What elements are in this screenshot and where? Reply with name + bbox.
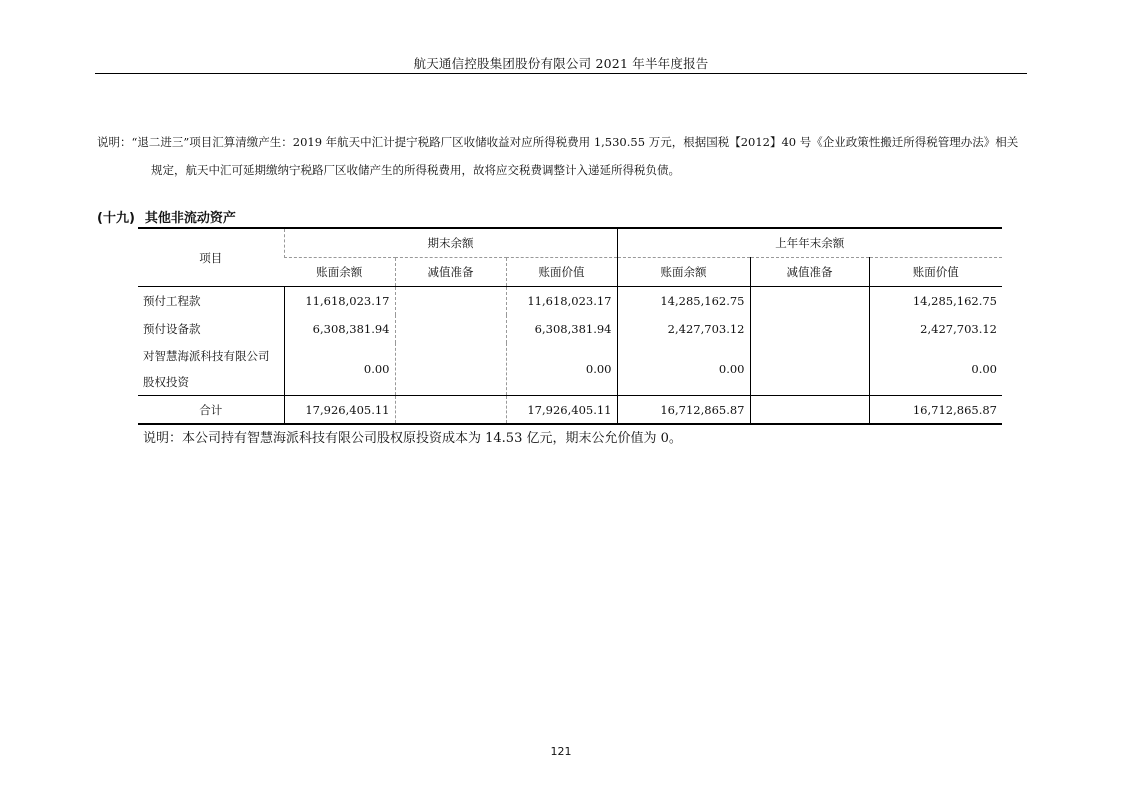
header-group-prior: 上年年末余额	[617, 228, 1002, 258]
table-row	[138, 287, 1002, 316]
page-number: 121	[550, 745, 572, 758]
header-divider	[95, 73, 1027, 74]
tax-note-line-2: 规定，航天中汇可延期缴纳宁税路厂区收储产生的所得税费用，故将应交税费调整计入递延所得税负债。	[151, 163, 680, 177]
header-prior-book-balance: 账面余额	[617, 258, 750, 287]
tax-note	[97, 128, 1032, 184]
cell-value	[750, 343, 869, 396]
header-current-impairment: 减值准备	[395, 258, 506, 287]
total-value: 16,712,865.87	[869, 396, 1002, 425]
total-value	[750, 396, 869, 425]
cell-value: 11,618,023.17	[506, 287, 617, 316]
cell-value: 6,308,381.94	[506, 315, 617, 343]
total-label: 合计	[138, 396, 284, 425]
cell-value: 0.00	[869, 343, 1002, 396]
row-name: 预付设备款	[143, 322, 201, 336]
investment-note: 说明：本公司持有智慧海派科技有限公司股权原投资成本为 14.53 亿元，期末公允价值为 0。	[143, 431, 682, 446]
section-title: 其他非流动资产	[144, 211, 236, 226]
cell-value: 0.00	[284, 343, 395, 396]
total-value: 17,926,405.11	[506, 396, 617, 425]
header-item: 项目	[138, 228, 284, 287]
cell-value	[750, 315, 869, 343]
cell-value: 0.00	[506, 343, 617, 396]
row-name-line-2: 股权投资	[143, 375, 189, 389]
cell-value	[750, 287, 869, 316]
header-group-current: 期末余额	[284, 228, 617, 258]
section-heading	[97, 207, 236, 226]
cell-value: 11,618,023.17	[284, 287, 395, 316]
total-value	[395, 396, 506, 425]
tax-note-line-1: 说明：“退二进三”项目汇算清缴产生：2019 年航天中汇计提宁税路厂区收储收益对应所得税费用 1,530.55 万元，根据国税【2012】40 号《企业政策性搬迁所得税管理办法》相关	[97, 135, 1019, 149]
cell-value: 2,427,703.12	[617, 315, 750, 343]
total-value: 17,926,405.11	[284, 396, 395, 425]
row-name: 预付工程款	[143, 294, 201, 308]
table-row	[138, 315, 1002, 343]
row-name-line-1: 对智慧海派科技有限公司	[143, 349, 270, 363]
section-number: (十九)	[97, 211, 135, 226]
cell-value	[395, 343, 506, 396]
total-value: 16,712,865.87	[617, 396, 750, 425]
table-total-row	[138, 396, 1002, 425]
page-header-title: 航天通信控股集团股份有限公司 2021 年半年度报告	[413, 56, 709, 71]
cell-value: 6,308,381.94	[284, 315, 395, 343]
header-prior-book-value: 账面价值	[869, 258, 1002, 287]
header-current-book-value: 账面价值	[506, 258, 617, 287]
cell-value	[395, 287, 506, 316]
row-name	[138, 343, 284, 396]
cell-value	[395, 315, 506, 343]
header-current-book-balance: 账面余额	[284, 258, 395, 287]
header-prior-impairment: 减值准备	[750, 258, 869, 287]
cell-value: 0.00	[617, 343, 750, 396]
cell-value: 2,427,703.12	[869, 315, 1002, 343]
other-noncurrent-assets-table	[138, 227, 1002, 425]
table-header-row-1	[138, 228, 1002, 258]
cell-value: 14,285,162.75	[869, 287, 1002, 316]
cell-value: 14,285,162.75	[617, 287, 750, 316]
